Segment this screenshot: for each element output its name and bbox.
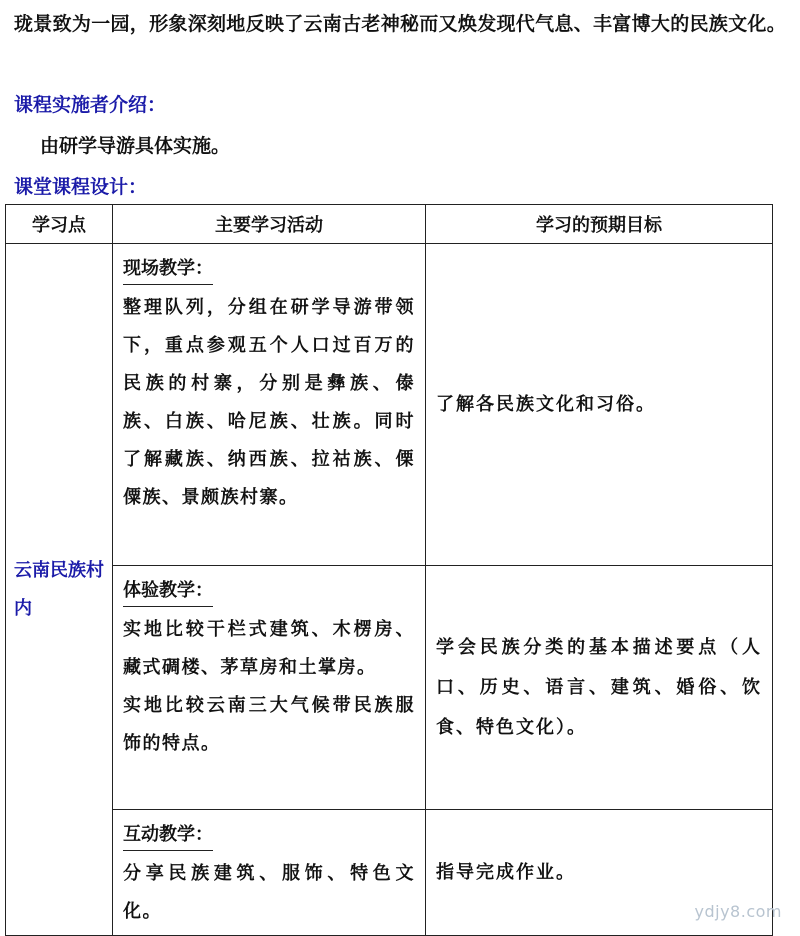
learning-point-text: 云南民族村内 bbox=[14, 559, 104, 619]
goal-cell: 学会民族分类的基本描述要点（人口、历史、语言、建筑、婚俗、饮食、特色文化）。 bbox=[426, 566, 773, 810]
activity-text: 实地比较干栏式建筑、木楞房、藏式碉楼、茅草房和土掌房。 bbox=[123, 619, 415, 678]
design-heading: 课堂课程设计： bbox=[14, 176, 148, 198]
activity-cell bbox=[113, 810, 426, 936]
activity-cell bbox=[113, 244, 426, 566]
intro-paragraph: 珑景致为一园，形象深刻地反映了云南古老神秘而又焕发现代气息、丰富博大的民族文化。 bbox=[14, 13, 787, 35]
learning-point-cell bbox=[6, 244, 113, 936]
activity-cell bbox=[113, 566, 426, 810]
activity-subtitle: 体验教学： bbox=[123, 576, 213, 607]
activity-subtitle: 互动教学： bbox=[123, 820, 213, 851]
watermark-text: ydjy8.com bbox=[694, 902, 782, 921]
activity-text: 整理队列，分组在研学导游带领下，重点参观五个人口过百万的民族的村寨，分别是彝族、傣族、白族、哈尼族、壮族。同时了解藏族、纳西族、拉祜族、傈僳族、景颇族村寨。 bbox=[123, 297, 415, 508]
table-row bbox=[6, 810, 773, 936]
activity-subtitle: 现场教学： bbox=[123, 254, 213, 285]
table-header-row bbox=[6, 205, 773, 244]
goal-cell: 了解各民族文化和习俗。 bbox=[426, 244, 773, 566]
header-main-activities: 主要学习活动 bbox=[113, 205, 426, 244]
course-design-table bbox=[5, 204, 773, 936]
activity-text: 分享民族建筑、服饰、特色文化。 bbox=[123, 863, 415, 922]
table-row bbox=[6, 566, 773, 810]
implementer-text: 由研学导游具体实施。 bbox=[40, 135, 231, 157]
table-row bbox=[6, 244, 773, 566]
implementer-heading: 课程实施者介绍： bbox=[14, 94, 167, 116]
goal-cell: 指导完成作业。 bbox=[426, 810, 773, 936]
header-expected-goals: 学习的预期目标 bbox=[426, 205, 773, 244]
activity-text-2: 实地比较云南三大气候带民族服饰的特点。 bbox=[123, 695, 415, 754]
header-learning-point: 学习点 bbox=[6, 205, 113, 244]
